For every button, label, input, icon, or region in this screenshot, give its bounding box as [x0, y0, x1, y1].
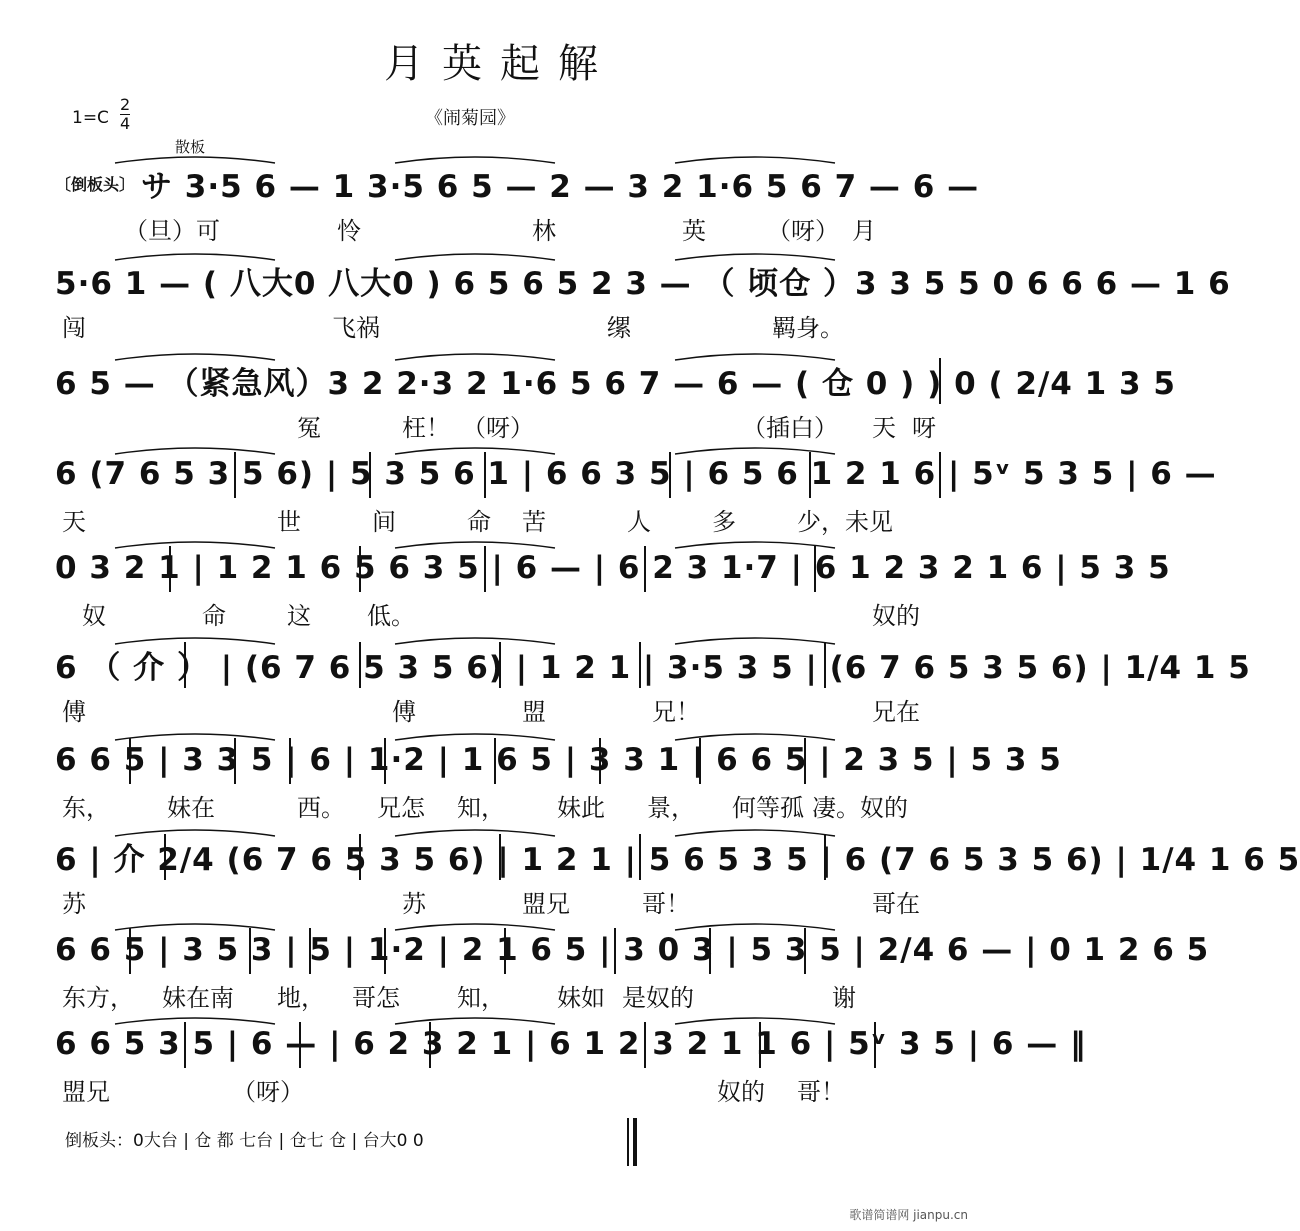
lyric-syllable: 枉！ [402, 414, 450, 442]
lyric-syllable: （呀） [232, 1078, 304, 1106]
lyric-syllable: 兄怎 [377, 794, 425, 822]
notation-text: 6 (7 6 5 3 5 6) | 5 3 5 6 1 | 6 6 3 5 | 6 5 6 1 2 1 6 | 5ᵛ 5 3 5 | 6 — [55, 456, 1217, 492]
staff-notation [55, 1016, 1087, 1072]
lyric-syllable: 缧 [607, 314, 631, 342]
staff-row [55, 446, 1217, 502]
notation-text: 6 6 5 | 3 5 3 | 5 | 1·2 | 2 1 6 5 | 3 0 3 | 5 3 5 | 2/4 6 — | 0 1 2 6 5 [55, 932, 1210, 968]
lyric-syllable: 少，未见 [797, 508, 893, 536]
staff-notation [55, 252, 1231, 308]
lyric-syllable: 兄！ [652, 698, 700, 726]
lyric-syllable: 苦 [522, 508, 546, 536]
lyric-syllable: 怜 [337, 217, 361, 245]
lyric-syllable: 凄。奴的 [812, 794, 908, 822]
source-title: 《闹菊园》 [425, 108, 515, 129]
notation-text: 5·6 1 — ( 八大0 八大0 ) 6 5 6 5 2 3 — （ 顷仓 ）3 3 5 5 0 6 6 6 — 1 6 [55, 265, 1231, 302]
lyrics-row [62, 502, 952, 536]
lyric-syllable: （旦）可 [124, 217, 220, 245]
lyric-syllable: 低。 [367, 602, 415, 630]
lyric-syllable: 奴 [82, 602, 106, 630]
lyric-syllable: 奴的 [872, 602, 920, 630]
lyric-syllable: 奴的 [717, 1078, 765, 1106]
staff-row [55, 828, 1300, 884]
staff-row [55, 732, 1062, 788]
lyric-syllable: 盟 [522, 698, 546, 726]
lyric-syllable: （插白） [742, 414, 838, 442]
lyric-syllable: 冤 [297, 414, 321, 442]
lyric-syllable: 哥怎 [352, 984, 400, 1012]
staff-notation [55, 636, 1251, 692]
legend-text: 倒板头：0大台 | 仓 都 七台 | 仓七 仓 | 台大0 0 [65, 1131, 424, 1151]
lyric-syllable: 世 [277, 508, 301, 536]
lyrics-row [62, 596, 952, 630]
lyric-syllable: 哥！ [797, 1078, 845, 1106]
time-signature-bottom: 4 [120, 114, 131, 133]
lyric-syllable: 天 [872, 414, 896, 442]
lyric-syllable: 间 [372, 508, 396, 536]
tempo-marking: 散板 [175, 138, 206, 156]
notation-text: 6 （ 介 ） | (6 7 6 5 3 5 6) | 1 2 1 | 3·5 3 5 | (6 7 6 5 3 5 6) | 1/4 1 5 [55, 649, 1251, 686]
staff-notation [55, 155, 980, 211]
staff-notation [55, 352, 1176, 408]
lyric-syllable: 命 [467, 508, 491, 536]
lyrics-row [62, 408, 952, 442]
lyric-syllable: 何等孤 [732, 794, 804, 822]
lyric-syllable: 东方， [62, 984, 134, 1012]
staff-notation [55, 828, 1300, 884]
notation-text: サ 3·5 6 — 1 3·5 6 5 — 2 — 3 2 1·6 5 6 7 — 6 — [141, 168, 980, 205]
page-title: 月英起解 [384, 41, 616, 87]
lyric-syllable: 飞祸 [332, 314, 380, 342]
lyric-syllable: 命 [202, 602, 226, 630]
staff-notation [55, 446, 1217, 502]
time-signature-top: 2 [120, 95, 131, 114]
lyric-syllable: 英 [682, 217, 706, 245]
lyrics-row [62, 1072, 952, 1106]
staff-row [55, 1016, 1087, 1072]
lyrics-row [62, 692, 952, 726]
time-signature [120, 96, 130, 133]
lyric-syllable: （呀） [767, 217, 839, 245]
lyric-syllable: 苏 [62, 890, 86, 918]
lyric-syllable: 妹在 [167, 794, 215, 822]
lyric-syllable: 林 [532, 217, 556, 245]
notation-text: 6 | 介 2/4 (6 7 6 5 3 5 6) | 1 2 1 | 5 6 5 3 5 | 6 (7 6 5 3 5 6) | 1/4 1 6 5 [55, 841, 1300, 878]
key-signature: 1=C [72, 108, 109, 128]
lyric-syllable: 兄在 [872, 698, 920, 726]
lyrics-row [62, 788, 952, 822]
lyrics-row [62, 978, 952, 1012]
lyric-syllable: 天 [62, 508, 86, 536]
lyric-syllable: 西。 [297, 794, 345, 822]
lyric-syllable: 呀 [912, 414, 936, 442]
watermark-text: 歌谱简谱网 jianpu.cn [849, 1208, 968, 1222]
lyrics-row [62, 211, 952, 245]
lyric-syllable: 傅 [392, 698, 416, 726]
staff-row [55, 155, 980, 211]
lyrics-row [62, 308, 952, 342]
staff-row [55, 352, 1176, 408]
notation-text: 6 5 — （紧急风）3 2 2·3 2 1·6 5 6 7 — 6 — ( 仓 0 ) ) 0 ( 2/4 1 3 5 [55, 365, 1176, 402]
lyrics-row [62, 884, 952, 918]
lyric-syllable: 傅 [62, 698, 86, 726]
staff-notation [55, 732, 1062, 788]
lyric-syllable: 妹此 [557, 794, 605, 822]
lyric-syllable: 景， [647, 794, 695, 822]
lyric-syllable: 哥在 [872, 890, 920, 918]
staff-prefix: 〔倒板头〕 [55, 174, 136, 194]
final-barline-thick [633, 1118, 637, 1166]
staff-row [55, 252, 1231, 308]
lyric-syllable: 盟兄 [62, 1078, 110, 1106]
lyric-syllable: 东， [62, 794, 110, 822]
lyric-syllable: 羁身。 [772, 314, 844, 342]
lyric-syllable: 知， [457, 984, 505, 1012]
lyric-syllable: 苏 [402, 890, 426, 918]
staff-notation [55, 922, 1210, 978]
final-barline-thin [627, 1118, 629, 1166]
notation-text: 6 6 5 3 5 | 6 — | 6 2 3 2 1 | 6 1 2 3 2 1 1 6 | 5ᵛ 3 5 | 6 — ‖ [55, 1026, 1087, 1062]
lyric-syllable: 妹在南 [162, 984, 234, 1012]
lyric-syllable: 多 [712, 508, 736, 536]
lyric-syllable: 地， [277, 984, 325, 1012]
notation-text: 6 6 5 | 3 3 5 | 6 | 1·2 | 1 6 5 | 3 3 1 | 6 6 5 | 2 3 5 | 5 3 5 [55, 742, 1062, 778]
lyric-syllable: 这 [287, 602, 311, 630]
lyric-syllable: 妹如 [557, 984, 605, 1012]
lyric-syllable: 月 [852, 217, 876, 245]
staff-row [55, 540, 1171, 596]
lyric-syllable: 哥！ [642, 890, 690, 918]
lyric-syllable: 人 [627, 508, 651, 536]
lyric-syllable: （呀） [462, 414, 534, 442]
notation-text: 0 3 2 1 | 1 2 1 6 5 6 3 5 | 6 — | 6 2 3 1·7 | 6 1 2 3 2 1 6 | 5 3 5 [55, 550, 1171, 586]
lyric-syllable: 盟兄 [522, 890, 570, 918]
lyric-syllable: 闯 [62, 314, 86, 342]
staff-row [55, 922, 1210, 978]
staff-row [55, 636, 1251, 692]
lyric-syllable: 谢 [832, 984, 856, 1012]
lyric-syllable: 是奴的 [622, 984, 694, 1012]
lyric-syllable: 知， [457, 794, 505, 822]
staff-notation [55, 540, 1171, 596]
